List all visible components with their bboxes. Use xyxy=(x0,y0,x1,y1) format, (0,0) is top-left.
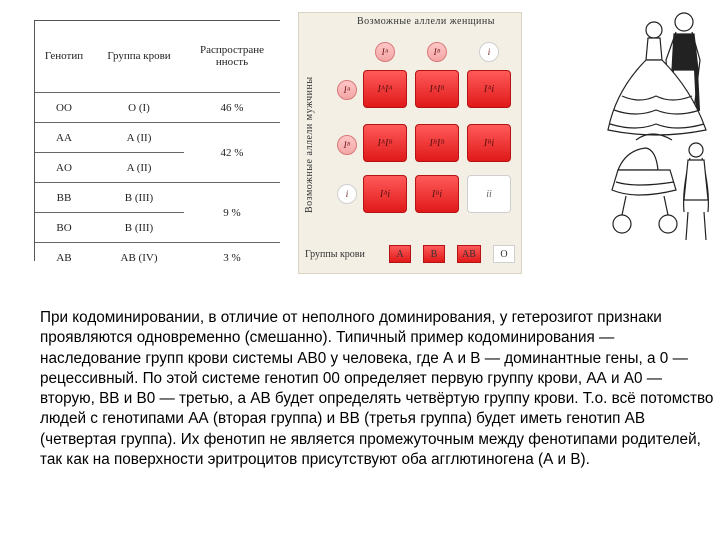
punnett-cell: ii xyxy=(467,175,511,213)
legend-o: O xyxy=(493,245,515,263)
punnett-cell: Iᴮi xyxy=(415,175,459,213)
table-row xyxy=(34,183,280,213)
blood-group-cell: B (III) xyxy=(94,183,184,213)
header-prevalence: Распростране нность xyxy=(184,20,280,93)
male-allele-i: i xyxy=(337,184,357,204)
genotype-cell: OO xyxy=(34,93,94,123)
blood-group-cell: AB (IV) xyxy=(120,251,158,264)
prevalence-cell: 9 % xyxy=(184,183,280,243)
legend-ab: AB xyxy=(457,245,481,263)
female-alleles-title: Возможные аллели женщины xyxy=(357,16,495,27)
male-allele-b: Iᴮ xyxy=(337,135,357,155)
legend-label: Группы крови xyxy=(305,249,365,260)
legend-a: A xyxy=(389,245,411,263)
genotype-cell: AA xyxy=(34,123,94,153)
legend-b: B xyxy=(423,245,445,263)
male-alleles-label: Возможные аллели мужчины xyxy=(304,76,315,213)
punnett-cell: Iᴮi xyxy=(467,124,511,162)
prevalence-cell: 42 % xyxy=(184,123,280,183)
prevalence-cell: 46 % xyxy=(184,93,280,123)
genotype-cell: AO xyxy=(34,153,94,183)
header-blood-group: Группа крови xyxy=(94,20,184,93)
punnett-cell: Iᴬi xyxy=(363,175,407,213)
table-top-border xyxy=(34,20,280,21)
table-header-row xyxy=(34,20,280,93)
genotype-cell: BB xyxy=(34,183,94,213)
punnett-cell: IᴬIᴮ xyxy=(363,124,407,162)
header-genotype: Генотип xyxy=(34,20,94,93)
female-allele-i: i xyxy=(479,42,499,62)
blood-group-cell: B (III) xyxy=(94,213,184,243)
punnett-cell: Iᴬi xyxy=(467,70,511,108)
genotype-table xyxy=(34,20,280,273)
table-row xyxy=(34,123,280,153)
male-allele-a: Iᴬ xyxy=(337,80,357,100)
punnett-cell: IᴮIᴮ xyxy=(415,124,459,162)
blood-group-cell: A (II) xyxy=(94,153,184,183)
table-left-border xyxy=(34,20,35,261)
blood-group-cell: A (II) xyxy=(94,123,184,153)
body-paragraph: При кодоминировании, в отличие от неполного доминирования, у гетерозигот признаки проявляются одновременно (смешанно). Типичный пример кодоминирования — наследование групп крови системы АВ0 у человека, где А и В — доминантные гены, а 0 — рецессивный. По этой системе генотип 00 определяет первую группу крови, АА и А0 — вторую, ВВ и В0 — третью, а АВ будет определять четвёртую группу крови. Т.о. всё потомство людей с генотипами АА (вторая группа) и ВВ (третья группа) будет иметь генотип АВ (четвертая группа). Их фенотип не является промежуточным между фенотипами родителей, так как на поверхности эритроцитов присутствуют оба агглютиногена (А и В). xyxy=(40,309,714,469)
punnett-cell: IᴬIᴮ xyxy=(415,70,459,108)
female-allele-b: Iᴮ xyxy=(427,42,447,62)
genotype-cell: AB xyxy=(56,251,72,264)
blood-group-cell: O (I) xyxy=(94,93,184,123)
table-row xyxy=(34,243,280,273)
table-row xyxy=(34,93,280,123)
punnett-cell: IᴬIᴬ xyxy=(363,70,407,108)
couple-illustration xyxy=(596,0,720,270)
prevalence-cell: 3 % xyxy=(223,251,241,264)
genotype-cell: BO xyxy=(34,213,94,243)
female-allele-a: Iᴬ xyxy=(375,42,395,62)
punnett-square-panel xyxy=(298,12,522,274)
